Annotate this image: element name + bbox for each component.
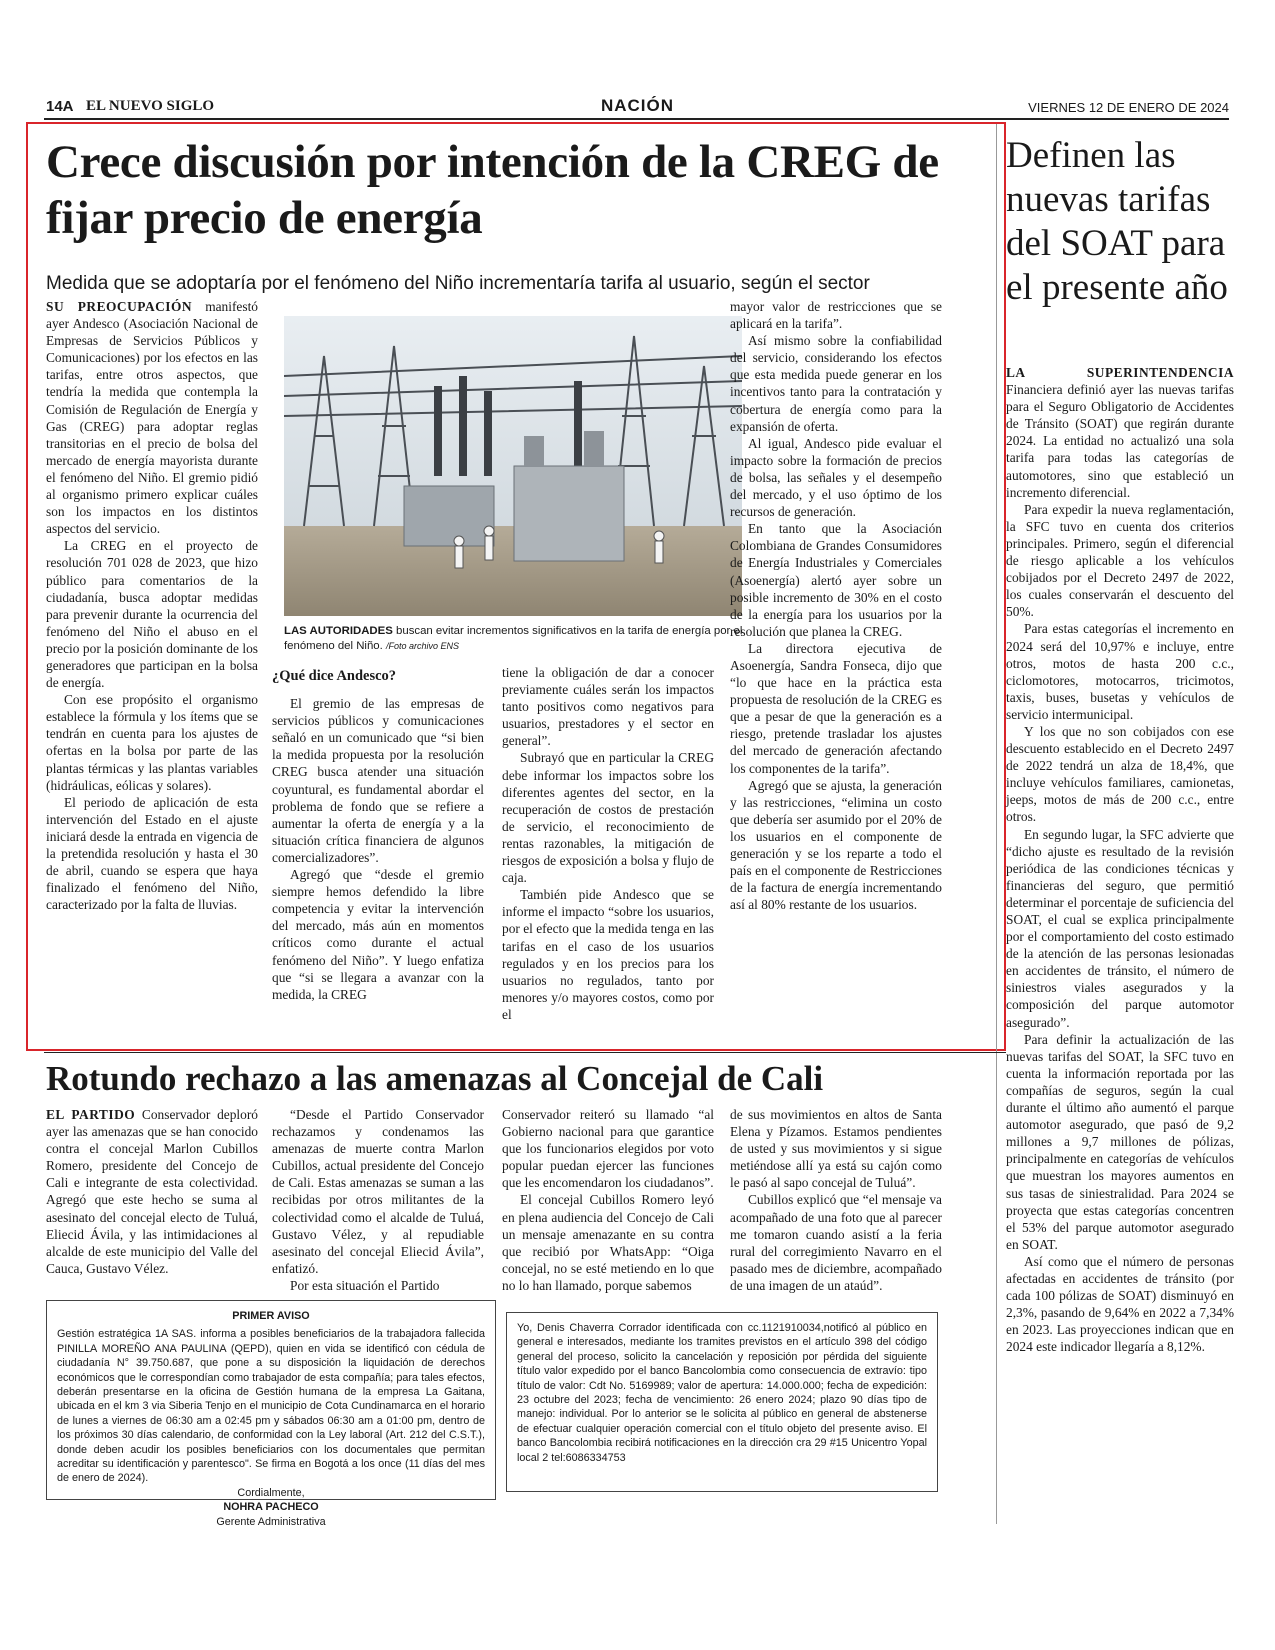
paragraph: El periodo de aplicación de esta intervención del Estado en el ajuste iniciará desde la entrada en vigencia de la pretendida resolución y hasta el 30 de abril, cuando se espera que haya finalizado el fenómeno del Niño, caracterizado por la falta de lluvias. — [46, 794, 258, 913]
paragraph: tiene la obligación de dar a conocer previamente cuáles serán los impactos tanto positivos como negativos para usuarios, prestadores y el sector en general”. — [502, 665, 714, 749]
notice-closing: Cordialmente, — [237, 1486, 305, 1499]
paragraph: manifestó ayer Andesco (Asociación Nacional de Empresas de Servicios Públicos y Comunicaciones) por los efectos en las tarifas, entre otros aspectos, que tendría la medida que contempla la Comisión de Regulación de Energía y Gas (CREG) para adoptar reglas transitorias en el precio de bolsa del mercado de energía mayorista durante el fenómeno del Niño. El gremio pidió al organismo primero explicar cuáles son los impactos en los distintos aspectos del servicio. — [46, 299, 258, 537]
notice-signer: NOHRA PACHECO — [223, 1501, 319, 1514]
section-divider — [44, 1052, 1006, 1053]
notice-title: PRIMER AVISO — [232, 1310, 310, 1322]
paragraph: Por esta situación el Partido — [290, 1277, 440, 1293]
notice-body: Yo, Denis Chaverra Corrador identificada con cc.1121910034,notificó al público en general e interesados, mediante los tramites previstos en el artículo 398 del código general del proceso, solicito la cancelación y reposición por pérdida del siguiente título valor expedido por el banco Bancolombia como consecuencia de extravío: tipo título de valor: Cdt No. 5169989; valor de apertura: 14.000.000; fecha de expedición: 23 octubre del 2023; fecha de vencimiento: 26 enero 2024; plazo 90 días tipo de manejo: individual. Por lo anterior se le solicita al público en general de abstenerse de efectuar cualquier operación comercial con el título objeto del presente aviso. El banco Bancolombia recibirá notificaciones en la dirección cra 29 #15 Unicentro Yopal local 2 tel:6086334753 — [517, 1322, 927, 1464]
paragraph: El gremio de las empresas de servicios públicos y comunicaciones señaló en un comunicado que “si bien la medida propuesta por la resolución CREG busca atender una situación coyuntural, es fundamental abordar el problema de fondo que se refiere a aumentar la oferta de energía y a la situación crítica financiera de algunos comercializadores”. — [272, 696, 484, 865]
notice-body: Gestión estratégica 1A SAS. informa a posibles beneficiarios de la trabajadora fallecida PINILLA MOREÑO ANA PAULINA (QEPD), quien en vida se identificó con cédula de ciudadanía N° 39.750.687, que pone a su disposición la liquidación de derechos económicos que le correspondían como trabajador de esta compañía; para tales efectos, deberán presentarse en la oficina de Gestión humana de la empresa La Gaitana, ubicada en el km 3 via Siberia Tenjo en el municipio de Cota Cundinamarca en el horario de lunes a viernes de 06:30 am a 02:45 pm y sábados 06:30 am a 01:00 pm, dentro de los próximos 30 días calendario, de conformidad con la Ley laboral (Art. 212 del C.S.T.), donde deben acudir los posibles beneficiarios con los documentales que permitan acreditar su identificación y parentesco". Se firma en Bogotá a los once (11 días del mes de enero de 2024). — [57, 1328, 485, 1485]
paragraph: Subrayó que en particular la CREG debe informar los impactos sobre los diferentes agentes del sector, en la recuperación de costos de prestación de servicio, el reconocimiento de rentas razonables, la mitigación de riesgos de exposición a bolsa y flujo de caja. — [502, 750, 714, 886]
paragraph: Así mismo sobre la confiabilidad del servicio, considerando los efectos que esta medida puede generar en los incentivos tanto para la contratación y cobertura de energía como para la expansión de oferta. — [730, 333, 942, 434]
newspaper-name: EL NUEVO SIGLO — [86, 98, 215, 114]
photo-caption — [284, 624, 744, 654]
page-number: 14A — [46, 98, 74, 115]
main-column-2 — [272, 664, 484, 1003]
notice-primer-aviso — [46, 1300, 496, 1528]
paragraph: Financiera definió ayer las nuevas tarifas para el Seguro Obligatorio de Accidentes de Tránsito (SOAT) que regirán durante 2024. La entidad no actualizó una sola tarifa para todas las categorías de automotores, sino que estableció un incremento diferencial. — [1006, 382, 1234, 500]
paragraph: Cubillos explicó que “el mensaje va acompañado de una foto que al parecer me tomaron cuando asistí a la feria rural del corregimiento Navarro en el pasado mes de diciembre, acompañado de una imagen de un ataúd”. — [730, 1192, 942, 1293]
section-title: NACIÓN — [600, 96, 675, 115]
paragraph: Para expedir la nueva reglamentación, la SFC tuvo en cuenta dos criterios principales. Primero, según el diferencial de riesgo aplicable a los vehículos cobijados por el Decreto 2497 de 2022, los cuales conservarán el descuento del 50%. — [1006, 501, 1234, 620]
header-rule — [44, 118, 1229, 120]
second-column-4 — [730, 1106, 942, 1294]
paragraph: de sus movimientos en altos de Santa Elena y Pízamos. Estamos pendientes de usted y sus movimientos y si sigue metiéndose allí ya está su cajón como le pasó al sapo concejal de Tuluá”. — [730, 1107, 942, 1191]
paragraph: Conservador reiteró su llamado “al Gobierno nacional para que garantice que los funcionarios elegidos por voto popular puedan ejercer las funciones que les encomendaron los ciudadanos”. — [502, 1107, 714, 1191]
caption-lead: LAS AUTORIDADES — [284, 625, 393, 637]
paragraph: Conservador deploró ayer las amenazas que se han conocido contra el concejal Marlon Cubillos Romero, presidente del Concejo de Cali e integrante de esta colectividad. Agregó que este hecho se suma al asesinato del concejal electo de Tuluá, Eliecid Ávila, y las intimidaciones al alcalde de este municipio del Valle del Cauca, Gustavo Vélez. — [46, 1107, 258, 1276]
second-column-1 — [46, 1106, 258, 1277]
second-column-3 — [502, 1106, 714, 1294]
paragraph: El concejal Cubillos Romero leyó en plena audiencia del Concejo de Cali un mensaje amenazante en su contra que recibió por WhatsApp: “Oiga concejal, no se esté metiendo en lo que no lo han llamado, porque sabemos — [502, 1192, 714, 1293]
paragraph: Así como que el número de personas afectadas en accidentes de tránsito (por cada 100 pólizas de SOAT) disminuyó en 2,3%, pasando de 9,64% en 2022 a 7,34% en 2023. Las proyecciones indican que en 2024 este indicador llegaría a 8,12%. — [1006, 1253, 1234, 1355]
substation-photo — [284, 316, 742, 616]
notice-signer-role: Gerente Administrativa — [216, 1515, 326, 1528]
paragraph: La CREG en el proyecto de resolución 701 028 de 2023, que hizo público para comentarios de la ciudadanía, busca adoptar medidas para prevenir durante la ocurrencia del fenómeno del Niño el abuso en el precio por la posición dominante de los generadores que participan en la bolsa de energía. — [46, 538, 258, 691]
paragraph: Para definir la actualización de las nuevas tarifas del SOAT, la SFC tuvo en cuenta la información reportada por las compañías de seguros, según la cual durante el último año aumentó el parque automotor asegurado, que pasó de 9,2 millones a 9,7 millones de pólizas, principalmente en categorías de vehículos que muestran los mayores aumentos en sus tasas de siniestralidad. Para 2024 se proyecta que estas categorías concentren el 53% del parque automotor asegurado en SOAT. — [1006, 1031, 1234, 1252]
paragraph: La directora ejecutiva de Asoenergía, Sandra Fonseca, dijo que “lo que hace en la práctica esta propuesta de resolución de la CREG es que a pesar de que la generación es a riesgo, pretende trasladar los ajustes del mercado de generación afectando los componentes de la tarifa”. — [730, 640, 942, 776]
side-column — [1006, 364, 1234, 1355]
second-column-2 — [272, 1106, 484, 1294]
main-column-1 — [46, 298, 258, 913]
main-headline: Crece discusión por intención de la CREG de fijar precio de energía — [46, 136, 939, 244]
main-column-4 — [730, 298, 942, 913]
main-kicker: SU PREOCUPACIÓN — [46, 299, 193, 314]
side-kicker: LA SUPERINTENDENCIA — [1006, 365, 1234, 380]
side-column-rule — [996, 124, 997, 1524]
paragraph: Para estas categorías el incremento en 2024 será del 10,97% e incluye, entre otros, motos de hasta 200 c.c., ciclomotores, motocarros, tricimotos, taxis, buses, busetas y vehículos de servicio intermunicipal. — [1006, 621, 1234, 722]
paragraph: En segundo lugar, la SFC advierte que “dicho ajuste es resultado de la revisión periódica de las condiciones técnicas y financieras del seguro, que permitió determinar el porcentaje de suficiencia del SOAT, el cual se explica principalmente por el comportamiento del costo estimado de la atención de las personas lesionadas en accidentes de tránsito, el número de siniestros viales asegurados y la composición del parque automotor asegurado”. — [1006, 826, 1234, 1030]
notice-extravio — [506, 1312, 938, 1492]
paragraph: Agregó que “desde el gremio siempre hemos defendido la libre competencia y evitar la intervención del mercado, más aún en momentos críticos como durante el actual fenómeno del Niño”. Y luego enfatiza que “si se llegara a avanzar con la medida, la CREG — [272, 867, 484, 1002]
paragraph: Y los que no son cobijados con ese descuento establecido en el Decreto 2497 de 2022 tendrá un alza de 18,4%, que incluye vehículos familiares, camionetas, jeeps, motos de más de 200 c.c., entre otros. — [1006, 723, 1234, 825]
section-subtitle: ¿Qué dice Andesco? — [272, 668, 397, 684]
photo-credit: /Foto archivo ENS — [385, 641, 459, 651]
second-kicker: EL PARTIDO — [46, 1107, 136, 1122]
paragraph: “Desde el Partido Conservador rechazamos y condenamos las amenazas de muerte contra Marlon Cubillos, actual presidente del Concejo de Cali. Estas amenazas se suman a las recibidas por otros militantes de la colectividad como el alcalde de Tuluá, Gustavo Vélez, y al repudiable asesinato del concejal Eliecid Ávila”, enfatizó. — [272, 1107, 484, 1276]
side-headline: Definen las nuevas tarifas del SOAT para el presente año — [1006, 135, 1228, 308]
main-column-3 — [502, 664, 714, 1023]
paragraph: En tanto que la Asociación Colombiana de Grandes Consumidores de Energía Industriales y Comerciales (Asoenergía) alertó ayer sobre un posible incremento de 30% en el costo de la energía para los usuarios por la resolución que planea la CREG. — [730, 521, 942, 639]
paragraph: Al igual, Andesco pide evaluar el impacto sobre la formación de precios de bolsa, las señales y el desempeño del mercado, y el uso óptimo de los recursos de generación. — [730, 435, 942, 520]
second-headline: Rotundo rechazo a las amenazas al Concejal de Cali — [46, 1059, 824, 1098]
paragraph: Con ese propósito el organismo establece la fórmula y los ítems que se tendrán en cuenta para los ajustes de ofertas en la bolsa por parte de las plantas térmicas y las plantas variables (hidráulicas, eólicas y solares). — [46, 692, 258, 793]
issue-date: VIERNES 12 DE ENERO DE 2024 — [1028, 100, 1229, 115]
paragraph: mayor valor de restricciones que se aplicará en la tarifa”. — [730, 299, 942, 332]
main-subhead: Medida que se adoptaría por el fenómeno del Niño incrementaría tarifa al usuario, según el sector — [46, 273, 870, 294]
caption-text: buscan evitar incrementos significativos en la tarifa de energía por el fenómeno del Niño. — [284, 625, 743, 652]
paragraph: Agregó que se ajusta, la generación y las restricciones, “elimina un costo que debería ser asumido por el 20% de los usuarios en el componente de generación y se los reparte a todo el país en el componente de Restricciones de la factura de energía incrementando así al 80% restante de los usuarios. — [730, 777, 942, 913]
paragraph: También pide Andesco que se informe el impacto “sobre los usuarios, por el efecto que la medida tenga en las tarifas en el caso de los usuarios regulados y en los precios para los usuarios no regulados, tanto por menores y/o mayores costos, como por el — [502, 887, 714, 1022]
substation-photo-illustration — [284, 316, 742, 616]
